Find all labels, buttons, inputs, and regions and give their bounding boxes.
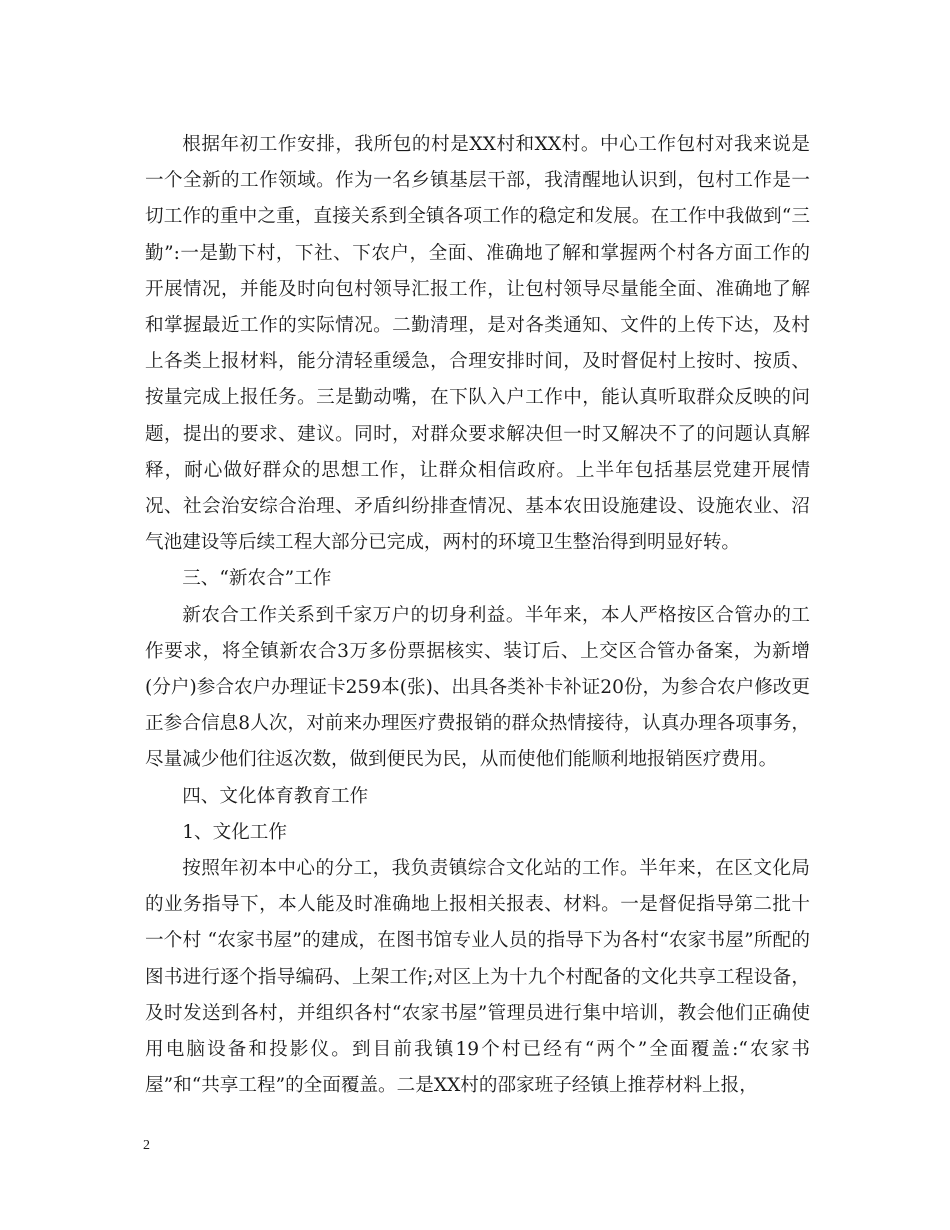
page-number: 2 (143, 1138, 150, 1153)
paragraph-new-rural-cooperative: 新农合工作关系到千家万户的切身利益。半年来，本人严格按区合管办的工作要求，将全镇新农合3万多份票据核实、装订后、上交区合管办备案，为新增(分户)参合农户办理证卡259本(张)、出具各类补卡补证20份，为参合农户修改更正参合信息8人次，对前来办理医疗费报销的群众热情接待，认真办理各项事务，尽量减少他们往返次数，做到便民为民，从而使他们能顺利地报销医疗费用。 (145, 604, 810, 771)
section-heading-culture-sports-education: 四、文化体育教育工作 (182, 785, 369, 807)
section-heading-new-rural-cooperative: 三、“新农合”工作 (182, 568, 332, 590)
document-body (145, 127, 810, 1104)
paragraph-village-work: 根据年初工作安排，我所包的村是XX村和XX村。中心工作包村对我来说是一个全新的工作领域。作为一名乡镇基层干部，我清醒地认识到，包村工作是一切工作的重中之重，直接关系到全镇各项工作的稳定和发展。在工作中我做到“三勤”:一是勤下村，下社、下农户，全面、准确地了解和掌握两个村各方面工作的开展情况，并能及时向包村领导汇报工作，让包村领导尽量能全面、准确地了解和掌握最近工作的实际情况。二勤清理，是对各类通知、文件的上传下达，及村上各类上报材料，能分清轻重缓急，合理安排时间，及时督促村上按时、按质、按量完成上报任务。三是勤动嘴，在下队入户工作中，能认真听取群众反映的问题，提出的要求、建议。同时，对群众要求解决但一时又解决不了的问题认真解释，耐心做好群众的思想工作，让群众相信政府。上半年包括基层党建开展情况、社会治安综合治理、矛盾纠纷排查情况、基本农田设施建设、设施农业、沼气池建设等后续工程大部分已完成，两村的环境卫生整治得到明显好转。 (145, 134, 810, 554)
paragraph-culture-work: 按照年初本中心的分工，我负责镇综合文化站的工作。半年来，在区文化局的业务指导下，本人能及时准确地上报相关报表、材料。一是督促指导第二批十一个村 “农家书屋”的建成，在图书馆专业人员的指导下为各村“农家书屋”所配的图书进行逐个指导编码、上架工作;对区上为十九个村配备的文化共享工程设备，及时发送到各村，并组织各村“农家书屋”管理员进行集中培训，教会他们正确使用电脑设备和投影仪。到目前我镇19个村已经有“两个”全面覆盖:“农家书屋”和“共享工程”的全面覆盖。二是XX村的邵家班子经镇上推荐材料上报， (145, 858, 810, 1097)
subsection-heading-culture: 1、文化工作 (182, 821, 287, 843)
